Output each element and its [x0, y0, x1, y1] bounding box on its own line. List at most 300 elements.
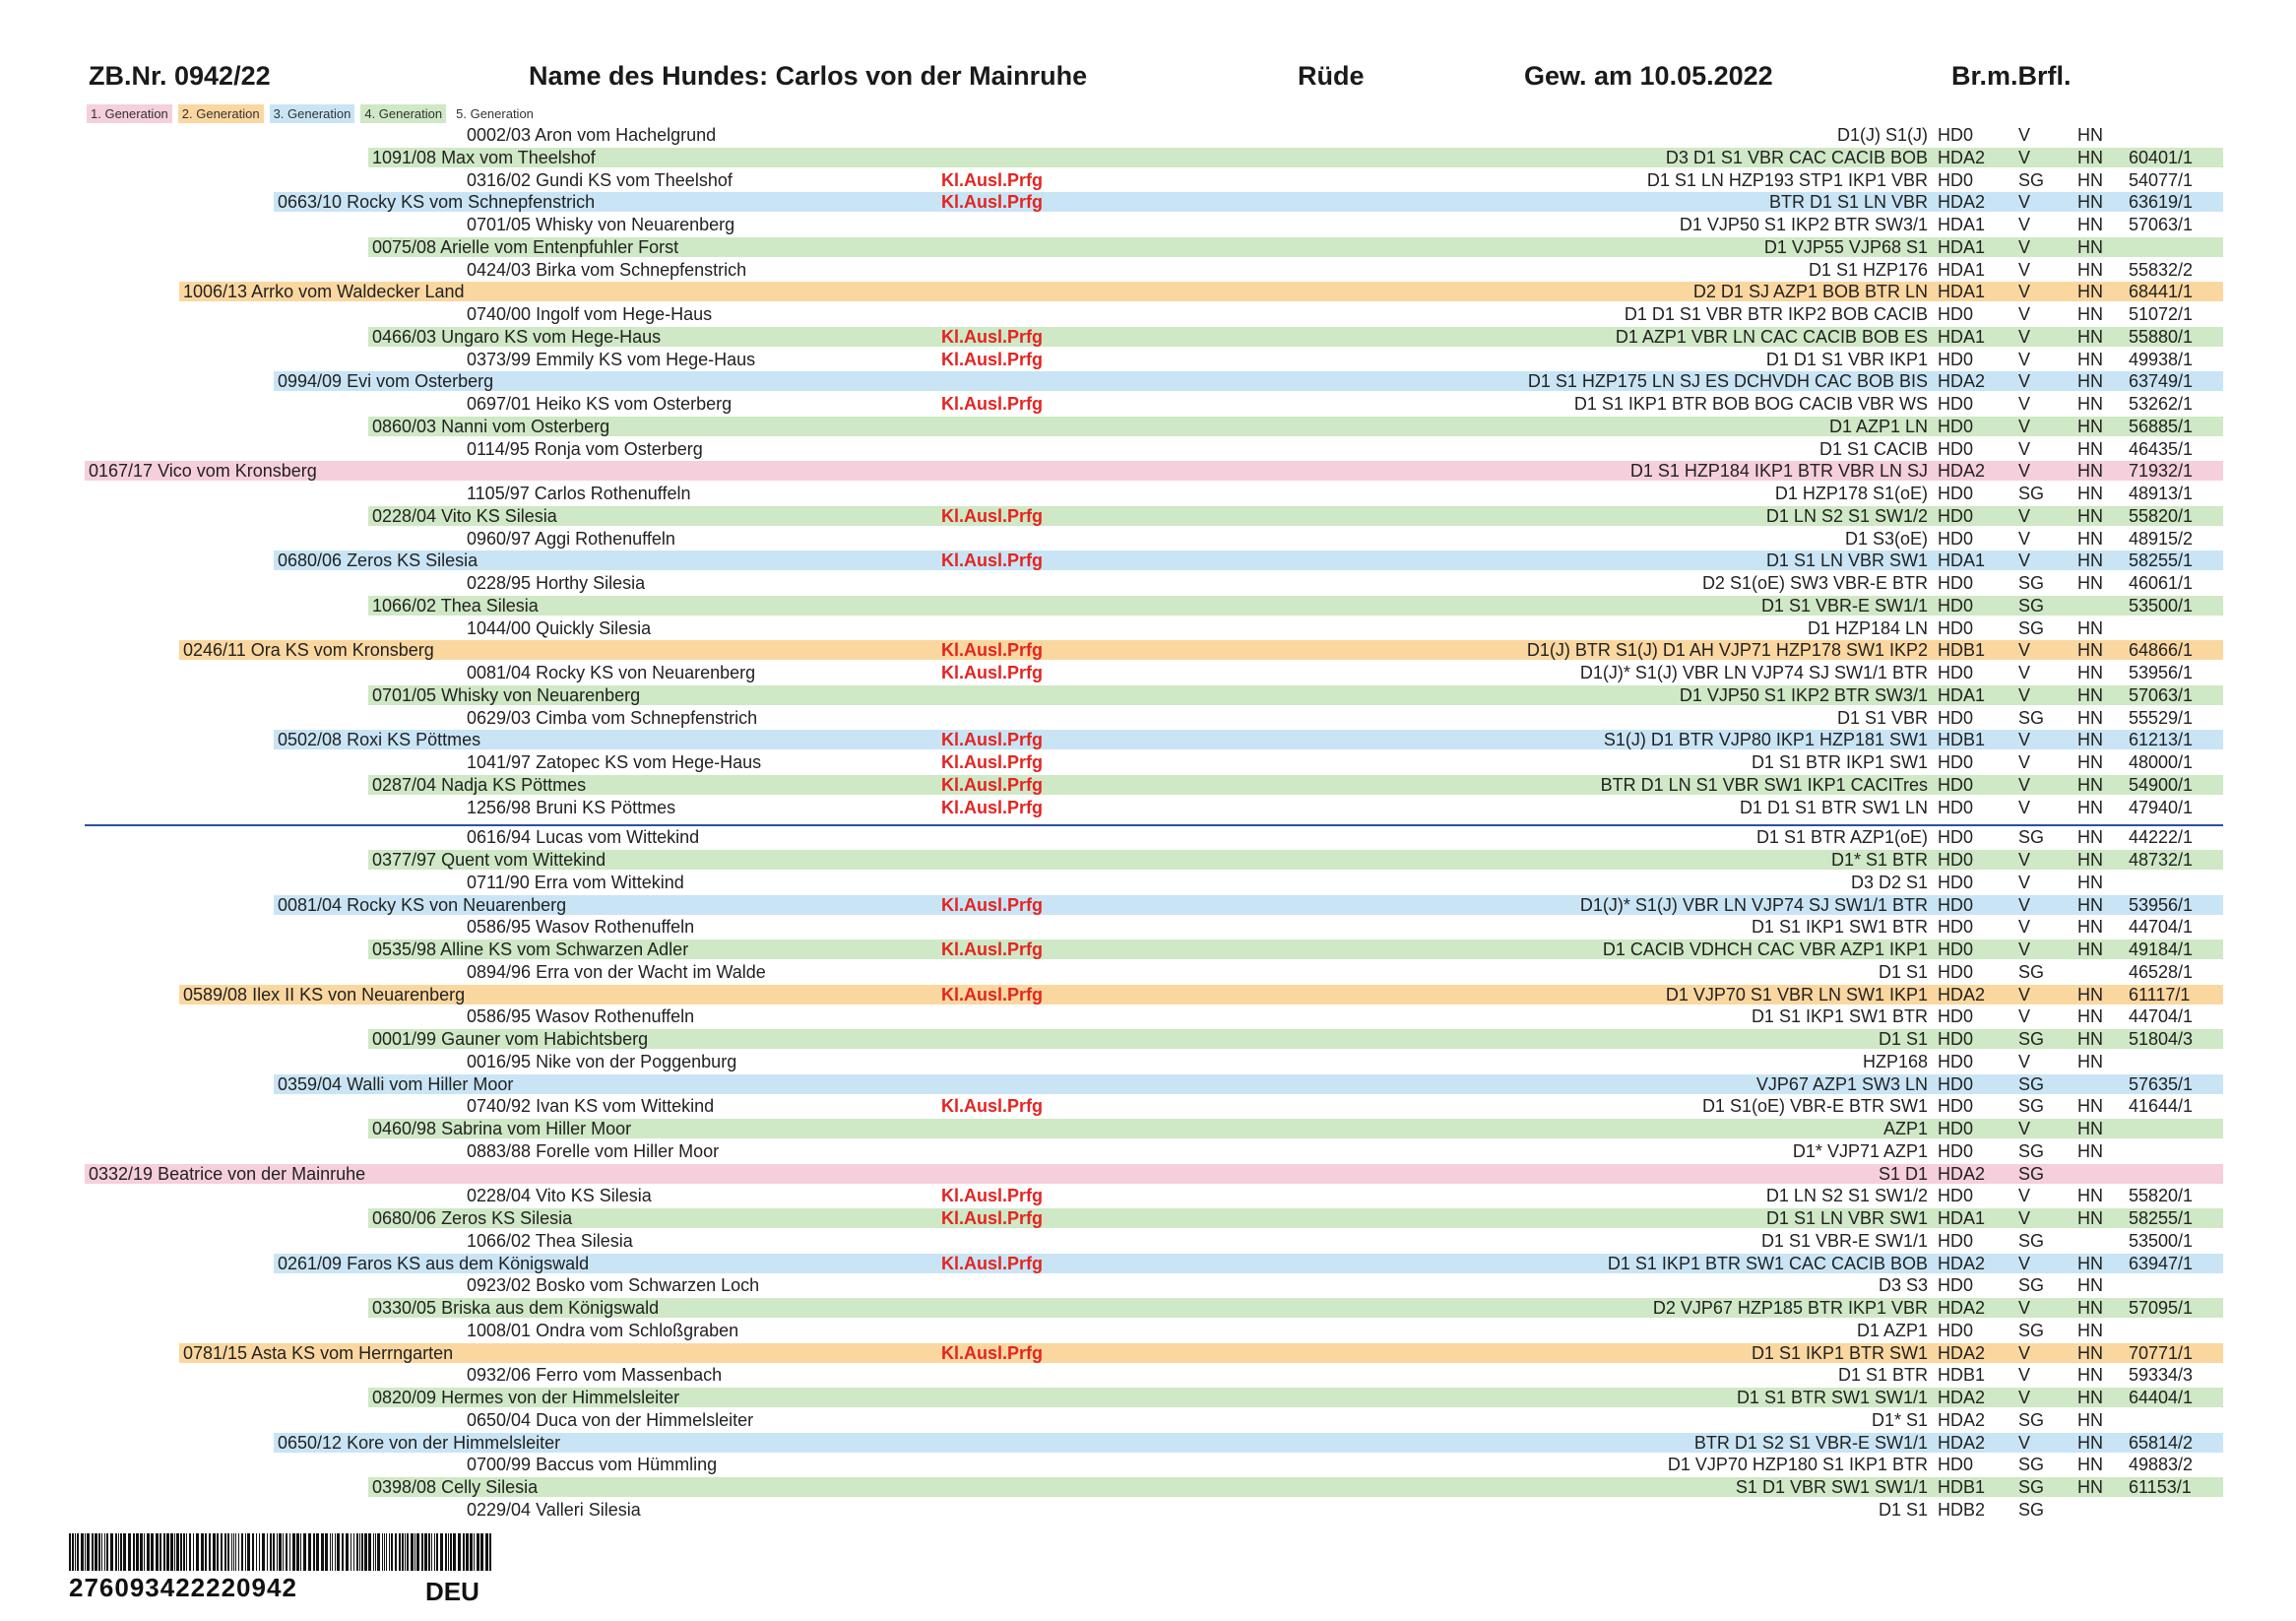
breeding-label: Br.m.Brfl. [1951, 61, 2072, 91]
generation-bar [274, 371, 2223, 391]
conformation-grade: V [2018, 282, 2031, 302]
pedigree-row [0, 684, 2296, 706]
exam-badge: Kl.Ausl.Prfg [941, 1342, 1044, 1363]
pedigree-row [0, 1073, 2296, 1095]
hn-mark: HN [2077, 774, 2103, 795]
dog-entry-name: 0081/04 Rocky KS von Neuarenberg [467, 663, 756, 682]
generation-bar [274, 1433, 2223, 1453]
conformation-grade: SG [2018, 169, 2045, 190]
pedigree-row [0, 751, 2296, 773]
registration-number: 65814/2 [2129, 1432, 2194, 1453]
conformation-grade: SG [2018, 1140, 2045, 1161]
hn-mark: HN [2077, 730, 2103, 750]
hd-grade: HDA2 [1938, 984, 1986, 1005]
hn-mark: HN [2077, 304, 2103, 324]
hd-grade: HDA2 [1938, 192, 1986, 213]
hd-grade: HD0 [1938, 1186, 1974, 1206]
zb-number: ZB.Nr. 0942/22 [89, 61, 271, 91]
hd-grade: HDA2 [1938, 371, 1986, 392]
registration-number: 58255/1 [2129, 551, 2194, 571]
dog-entry-name: 0740/92 Ivan KS vom Wittekind [467, 1096, 715, 1117]
pedigree-row [0, 1476, 2296, 1498]
titles-text: D1 LN S2 S1 SW1/2 [1765, 505, 1928, 526]
hd-grade: HD0 [1938, 872, 1974, 892]
hd-grade: HDB1 [1938, 640, 1986, 661]
pedigree-row [0, 460, 2296, 482]
sire-dam-divider [85, 824, 2223, 826]
conformation-grade: SG [2018, 1499, 2045, 1520]
conformation-grade: V [2018, 1432, 2031, 1453]
dog-entry-name: 0081/04 Rocky KS von Neuarenberg [278, 894, 567, 915]
conformation-grade: V [2018, 1208, 2031, 1228]
titles-text: D1 AZP1 LN [1828, 416, 1928, 436]
titles-text: D1 S1 HZP184 IKP1 BTR VBR LN SJ [1629, 461, 1928, 482]
hn-mark: HN [2077, 371, 2103, 392]
registration-number: 63749/1 [2129, 371, 2194, 392]
hd-grade: HDA2 [1938, 461, 1986, 482]
registration-number: 64866/1 [2129, 640, 2194, 661]
conformation-grade: V [2018, 192, 2031, 213]
hd-grade: HD0 [1938, 961, 1974, 982]
dog-entry-name: 0663/10 Rocky KS vom Schnepfenstrich [278, 192, 596, 213]
hd-grade: HD0 [1938, 1140, 1974, 1161]
pedigree-row [0, 281, 2296, 302]
conformation-grade: SG [2018, 1230, 2045, 1251]
conformation-grade: V [2018, 416, 2031, 436]
registration-number: 54077/1 [2129, 169, 2194, 190]
titles-text: D1 HZP184 LN [1807, 617, 1928, 638]
hn-mark: HN [2077, 752, 2103, 772]
conformation-grade: SG [2018, 1477, 2045, 1497]
registration-number: 55832/2 [2129, 259, 2194, 280]
dog-entry-name: 0586/95 Wasov Rothenuffeln [467, 1006, 695, 1027]
registration-number: 58255/1 [2129, 1208, 2194, 1228]
pedigree-row [0, 550, 2296, 571]
hn-mark: HN [2077, 326, 2103, 347]
pedigree-row [0, 774, 2296, 796]
titles-text: D1 S1 [1878, 1499, 1928, 1520]
exam-badge: Kl.Ausl.Prfg [941, 1253, 1044, 1273]
dog-entry-name: 0629/03 Cimba vom Schnepfenstrich [467, 707, 758, 728]
hn-mark: HN [2077, 1365, 2103, 1386]
pedigree-row [0, 1118, 2296, 1139]
dog-entry-name: 0167/17 Vico vom Kronsberg [89, 461, 317, 482]
dog-entry-name: 0960/97 Aggi Rothenuffeln [467, 528, 675, 549]
titles-text: D1 AZP1 [1856, 1320, 1928, 1340]
dog-entry-name: 0466/03 Ungaro KS vom Hege-Haus [372, 326, 662, 347]
titles-text: D1 S1 BTR [1837, 1365, 1928, 1386]
pedigree-row [0, 191, 2296, 213]
dog-entry-name: 0894/96 Erra von der Wacht im Walde [467, 961, 766, 982]
hd-grade: HD0 [1938, 617, 1974, 638]
registration-number: 47940/1 [2129, 797, 2194, 817]
conformation-grade: V [2018, 505, 2031, 526]
hn-mark: HN [2077, 1051, 2103, 1071]
hn-mark: HN [2077, 349, 2103, 369]
dog-entry-name: 0373/99 Emmily KS vom Hege-Haus [467, 349, 756, 369]
pedigree-row [0, 1207, 2296, 1229]
conformation-grade: V [2018, 147, 2031, 167]
registration-number: 46061/1 [2129, 573, 2194, 593]
dog-entry-name: 0820/09 Hermes von der Himmelsleiter [372, 1388, 680, 1407]
conformation-grade: V [2018, 1342, 2031, 1363]
dog-entry-name: 1256/98 Bruni KS Pöttmes [467, 797, 676, 817]
hd-grade: HDA1 [1938, 259, 1986, 280]
conformation-grade: V [2018, 1253, 2031, 1273]
titles-text: D1 CACIB VDHCH CAC VBR AZP1 IKP1 [1602, 940, 1928, 959]
registration-number: 61117/1 [2129, 984, 2191, 1005]
registration-number: 53956/1 [2129, 663, 2194, 682]
titles-text: D1(J)* S1(J) VBR LN VJP74 SJ SW1/1 BTR [1579, 663, 1928, 682]
hd-grade: HD0 [1938, 416, 1974, 436]
pedigree-row [0, 1028, 2296, 1050]
titles-text: D1 S1 IKP1 SW1 BTR [1751, 1006, 1928, 1027]
titles-text: VJP67 AZP1 SW3 LN [1755, 1073, 1928, 1094]
registration-number: 70771/1 [2129, 1342, 2194, 1363]
hd-grade: HD0 [1938, 774, 1974, 795]
birth-date: Gew. am 10.05.2022 [1524, 61, 1773, 91]
registration-number: 51072/1 [2129, 304, 2194, 324]
dog-entry-name: 0650/12 Kore von der Himmelsleiter [278, 1432, 561, 1453]
hn-mark: HN [2077, 1342, 2103, 1363]
conformation-grade: V [2018, 528, 2031, 549]
hd-grade: HDA1 [1938, 326, 1986, 347]
hd-grade: HD0 [1938, 1320, 1974, 1340]
conformation-grade: V [2018, 304, 2031, 324]
dog-entry-name: 0460/98 Sabrina vom Hiller Moor [372, 1119, 632, 1138]
hd-grade: HDA2 [1938, 1298, 1986, 1318]
titles-text: D1 VJP70 HZP180 S1 IKP1 BTR [1667, 1455, 1928, 1475]
hd-grade: HDA1 [1938, 684, 1986, 705]
conformation-grade: V [2018, 1006, 2031, 1027]
hn-mark: HN [2077, 1029, 2103, 1049]
registration-number: 55529/1 [2129, 707, 2194, 728]
barcode-number: 276093422220942 [69, 1573, 297, 1602]
titles-text: D1* S1 [1871, 1409, 1928, 1430]
hn-mark: HN [2077, 984, 2103, 1005]
hn-mark: HN [2077, 850, 2103, 870]
exam-badge: Kl.Ausl.Prfg [941, 349, 1044, 369]
hn-mark: HN [2077, 1140, 2103, 1161]
hd-grade: HDB1 [1938, 1477, 1986, 1497]
dog-entry-name: 0502/08 Roxi KS Pöttmes [278, 730, 481, 750]
titles-text: D1 VJP50 S1 IKP2 BTR SW3/1 [1679, 684, 1928, 705]
pedigree-row [0, 1051, 2296, 1072]
pedigree-row [0, 528, 2296, 550]
hn-mark: HN [2077, 1096, 2103, 1117]
hn-mark: HN [2077, 551, 2103, 571]
titles-text: D1 S1(oE) VBR-E BTR SW1 [1701, 1096, 1928, 1117]
hd-grade: HDB2 [1938, 1499, 1986, 1520]
dog-entry-name: 0589/08 Ilex II KS von Neuarenberg [183, 984, 466, 1005]
titles-text: D1(J) BTR S1(J) D1 AH VJP71 HZP178 SW1 IKP2 [1526, 640, 1928, 661]
conformation-grade: SG [2018, 961, 2045, 982]
titles-text: D1 S1 [1878, 961, 1928, 982]
conformation-grade: V [2018, 850, 2031, 870]
pedigree-row [0, 1387, 2296, 1408]
pedigree-row [0, 303, 2296, 325]
hd-grade: HD0 [1938, 940, 1974, 959]
pedigree-row [0, 236, 2296, 258]
dog-entry-name: 0229/04 Valleri Silesia [467, 1499, 641, 1520]
dog-name: Name des Hundes: Carlos von der Mainruhe [529, 61, 1088, 91]
hd-grade: HDA2 [1938, 1409, 1986, 1430]
hd-grade: HDA2 [1938, 1253, 1986, 1273]
generation-bar [274, 1074, 2223, 1094]
conformation-grade: SG [2018, 1409, 2045, 1430]
exam-badge: Kl.Ausl.Prfg [941, 640, 1044, 661]
registration-number: 63947/1 [2129, 1253, 2194, 1273]
registration-number: 41644/1 [2129, 1096, 2194, 1117]
hn-mark: HN [2077, 1186, 2103, 1206]
conformation-grade: V [2018, 663, 2031, 682]
hd-grade: HDA1 [1938, 1208, 1986, 1228]
registration-number: 56885/1 [2129, 416, 2194, 436]
pedigree-row [0, 872, 2296, 893]
pedigree-row [0, 961, 2296, 983]
titles-text: D3 S3 [1878, 1275, 1928, 1296]
registration-number: 51804/3 [2129, 1029, 2194, 1049]
pedigree-row [0, 326, 2296, 348]
pedigree-row [0, 617, 2296, 639]
hn-mark: HN [2077, 797, 2103, 817]
conformation-grade: V [2018, 730, 2031, 750]
hd-grade: HDA1 [1938, 236, 1986, 257]
hn-mark: HN [2077, 192, 2103, 213]
hd-grade: HD0 [1938, 394, 1974, 414]
conformation-grade: V [2018, 438, 2031, 459]
hd-grade: HD0 [1938, 573, 1974, 593]
dog-entry-name: 0330/05 Briska aus dem Königswald [372, 1298, 660, 1318]
hn-mark: HN [2077, 827, 2103, 848]
registration-number: 49184/1 [2129, 940, 2194, 959]
hn-mark: HN [2077, 1455, 2103, 1475]
conformation-grade: V [2018, 371, 2031, 392]
titles-text: D1 S1 HZP176 [1808, 259, 1928, 280]
hd-grade: HD0 [1938, 304, 1974, 324]
titles-text: D1 S1 IKP1 BTR SW1 [1751, 1342, 1928, 1363]
conformation-grade: V [2018, 752, 2031, 772]
titles-text: D1 S1 BTR IKP1 SW1 [1751, 752, 1928, 772]
conformation-grade: V [2018, 1365, 2031, 1386]
registration-number: 53500/1 [2129, 1230, 2194, 1251]
hd-grade: HD0 [1938, 349, 1974, 369]
registration-number: 55820/1 [2129, 505, 2194, 526]
registration-number: 57063/1 [2129, 684, 2194, 705]
hd-grade: HD0 [1938, 1119, 1974, 1138]
dog-entry-name: 0377/97 Quent vom Wittekind [372, 850, 606, 870]
dog-entry-name: 1041/97 Zatopec KS vom Hege-Haus [467, 752, 762, 772]
hd-grade: HD0 [1938, 1096, 1974, 1117]
conformation-grade: V [2018, 236, 2031, 257]
hn-mark: HN [2077, 416, 2103, 436]
pedigree-row [0, 894, 2296, 916]
registration-number: 57063/1 [2129, 215, 2194, 234]
registration-number: 44222/1 [2129, 827, 2194, 848]
conformation-grade: V [2018, 640, 2031, 661]
hd-grade: HD0 [1938, 797, 1974, 817]
pedigree-row [0, 259, 2296, 281]
pedigree-row [0, 1005, 2296, 1027]
registration-number: 61213/1 [2129, 730, 2194, 750]
legend-gen3: 3. Generation [270, 104, 355, 123]
pedigree-row [0, 416, 2296, 437]
dog-entry-name: 0923/02 Bosko vom Schwarzen Loch [467, 1275, 760, 1296]
conformation-grade: SG [2018, 827, 2045, 848]
conformation-grade: V [2018, 940, 2031, 959]
exam-badge: Kl.Ausl.Prfg [941, 730, 1044, 750]
pedigree-row [0, 1432, 2296, 1454]
dog-entry-name: 0002/03 Aron vom Hachelgrund [467, 125, 717, 145]
dog-entry-name: 0711/90 Erra vom Wittekind [467, 872, 684, 892]
dog-entry-name: 0700/99 Baccus vom Hümmling [467, 1455, 718, 1475]
hd-grade: HD0 [1938, 1051, 1974, 1071]
conformation-grade: SG [2018, 1275, 2045, 1296]
conformation-grade: V [2018, 125, 2031, 145]
hd-grade: HDA1 [1938, 215, 1986, 234]
conformation-grade: V [2018, 984, 2031, 1005]
titles-text: D1 S1 LN VBR SW1 [1765, 1208, 1928, 1228]
dog-entry-name: 0287/04 Nadja KS Pöttmes [372, 774, 587, 795]
titles-text: D1 S1 IKP1 BTR BOB BOG CACIB VBR WS [1573, 394, 1928, 414]
hn-mark: HN [2077, 505, 2103, 526]
titles-text: D1 LN S2 S1 SW1/2 [1765, 1186, 1928, 1206]
pedigree-row [0, 797, 2296, 818]
titles-text: D1 S1 CACIB [1818, 438, 1928, 459]
conformation-grade: V [2018, 872, 2031, 892]
hn-mark: HN [2077, 1477, 2103, 1497]
dog-entry-name: 0650/04 Duca von der Himmelsleiter [467, 1409, 754, 1430]
hd-grade: HDA2 [1938, 147, 1986, 167]
exam-badge: Kl.Ausl.Prfg [941, 192, 1044, 213]
titles-text: D3 D2 S1 [1850, 872, 1928, 892]
hd-grade: HD0 [1938, 438, 1974, 459]
conformation-grade: V [2018, 1298, 2031, 1318]
pedigree-row [0, 124, 2296, 146]
conformation-grade: V [2018, 461, 2031, 482]
dog-entry-name: 0680/06 Zeros KS Silesia [372, 1208, 573, 1228]
exam-badge: Kl.Ausl.Prfg [941, 169, 1044, 190]
dog-entry-name: 1105/97 Carlos Rothenuffeln [467, 484, 691, 503]
pedigree-row [0, 349, 2296, 370]
conformation-grade: V [2018, 917, 2031, 938]
hn-mark: HN [2077, 1388, 2103, 1407]
titles-text: D1 S1 LN HZP193 STP1 IKP1 VBR [1646, 169, 1928, 190]
dog-entry-name: 0697/01 Heiko KS vom Osterberg [467, 394, 733, 414]
pedigree-row [0, 984, 2296, 1005]
hd-grade: HD0 [1938, 595, 1974, 616]
dog-entry-name: 0001/99 Gauner vom Habichtsberg [372, 1029, 649, 1049]
hd-grade: HDA2 [1938, 1432, 1986, 1453]
conformation-grade: V [2018, 349, 2031, 369]
hn-mark: HN [2077, 872, 2103, 892]
legend-gen2: 2. Generation [178, 104, 264, 123]
dog-entry-name: 0701/05 Whisky von Neuarenberg [372, 684, 641, 705]
pedigree-row [0, 1253, 2296, 1274]
hd-grade: HD0 [1938, 1073, 1974, 1094]
registration-number: 49938/1 [2129, 349, 2194, 369]
titles-text: D1 S1 BTR AZP1(oE) [1755, 827, 1928, 848]
hn-mark: HN [2077, 528, 2103, 549]
conformation-grade: V [2018, 259, 2031, 280]
conformation-grade: SG [2018, 1096, 2045, 1117]
dog-entry-name: 0740/00 Ingolf vom Hege-Haus [467, 304, 713, 324]
titles-text: D1 AZP1 VBR LN CAC CACIB BOB ES [1615, 326, 1928, 347]
hn-mark: HN [2077, 1409, 2103, 1430]
dog-entry-name: 0860/03 Nanni vom Osterberg [372, 416, 610, 436]
registration-number: 48915/2 [2129, 528, 2194, 549]
dog-entry-name: 0883/88 Forelle vom Hiller Moor [467, 1140, 720, 1161]
conformation-grade: SG [2018, 1029, 2045, 1049]
registration-number: 53500/1 [2129, 595, 2194, 616]
titles-text: D1 S1 VBR [1836, 707, 1928, 728]
exam-badge: Kl.Ausl.Prfg [941, 894, 1044, 915]
legend-gen4: 4. Generation [360, 104, 446, 123]
hd-grade: HD0 [1938, 663, 1974, 682]
titles-text: D1 S1 [1878, 1029, 1928, 1049]
registration-number: 60401/1 [2129, 147, 2194, 167]
titles-text: D1 VJP70 S1 VBR LN SW1 IKP1 [1665, 984, 1928, 1005]
pedigree-row [0, 1409, 2296, 1431]
titles-text: D1(J)* S1(J) VBR LN VJP74 SJ SW1/1 BTR [1579, 894, 1928, 915]
legend-gen1: 1. Generation [87, 104, 172, 123]
hn-mark: HN [2077, 461, 2103, 482]
exam-badge: Kl.Ausl.Prfg [941, 394, 1044, 414]
conformation-grade: SG [2018, 1073, 2045, 1094]
titles-text: BTR D1 LN S1 VBR SW1 IKP1 CACITres [1600, 774, 1928, 795]
dog-entry-name: 0075/08 Arielle vom Entenpfuhler Forst [372, 236, 679, 257]
dog-entry-name: 0535/98 Alline KS vom Schwarzen Adler [372, 940, 689, 959]
titles-text: D1 S1 HZP175 LN SJ ES DCHVDH CAC BOB BIS [1527, 371, 1928, 392]
conformation-grade: SG [2018, 1163, 2045, 1184]
hn-mark: HN [2077, 1208, 2103, 1228]
hn-mark: HN [2077, 707, 2103, 728]
pedigree-row [0, 662, 2296, 683]
titles-text: D1 S1 BTR SW1 SW1/1 [1736, 1388, 1928, 1407]
exam-badge: Kl.Ausl.Prfg [941, 984, 1044, 1005]
dog-entry-name: 0114/95 Ronja vom Osterberg [467, 438, 703, 459]
dog-entry-name: 0701/05 Whisky von Neuarenberg [467, 215, 735, 234]
dog-entry-name: 1091/08 Max vom Theelshof [372, 147, 596, 167]
hd-grade: HDB1 [1938, 730, 1986, 750]
hd-grade: HD0 [1938, 707, 1974, 728]
registration-number: 44704/1 [2129, 1006, 2194, 1027]
hn-mark: HN [2077, 282, 2103, 302]
pedigree-row [0, 214, 2296, 235]
registration-number: 57095/1 [2129, 1298, 2194, 1318]
titles-text: D1 VJP55 VJP68 S1 [1763, 236, 1928, 257]
hn-mark: HN [2077, 1253, 2103, 1273]
hd-grade: HD0 [1938, 169, 1974, 190]
registration-number: 64404/1 [2129, 1388, 2194, 1407]
dog-entry-name: 0781/15 Asta KS vom Herrngarten [183, 1342, 454, 1363]
exam-badge: Kl.Ausl.Prfg [941, 505, 1044, 526]
hd-grade: HD0 [1938, 1230, 1974, 1251]
exam-badge: Kl.Ausl.Prfg [941, 752, 1044, 772]
hn-mark: HN [2077, 125, 2103, 145]
exam-badge: Kl.Ausl.Prfg [941, 1186, 1044, 1206]
conformation-grade: V [2018, 1119, 2031, 1138]
dog-entry-name: 0994/09 Evi vom Osterberg [278, 371, 494, 392]
dog-entry-name: 0932/06 Ferro vom Massenbach [467, 1365, 723, 1386]
registration-number: 48000/1 [2129, 752, 2194, 772]
conformation-grade: SG [2018, 573, 2045, 593]
dog-entry-name: 0616/94 Lucas vom Wittekind [467, 827, 700, 848]
dog-entry-name: 0424/03 Birka vom Schnepfenstrich [467, 259, 747, 280]
titles-text: D1 D1 S1 VBR BTR IKP2 BOB CACIB [1624, 304, 1928, 324]
titles-text: BTR D1 S1 LN VBR [1768, 192, 1928, 213]
pedigree-row [0, 849, 2296, 871]
